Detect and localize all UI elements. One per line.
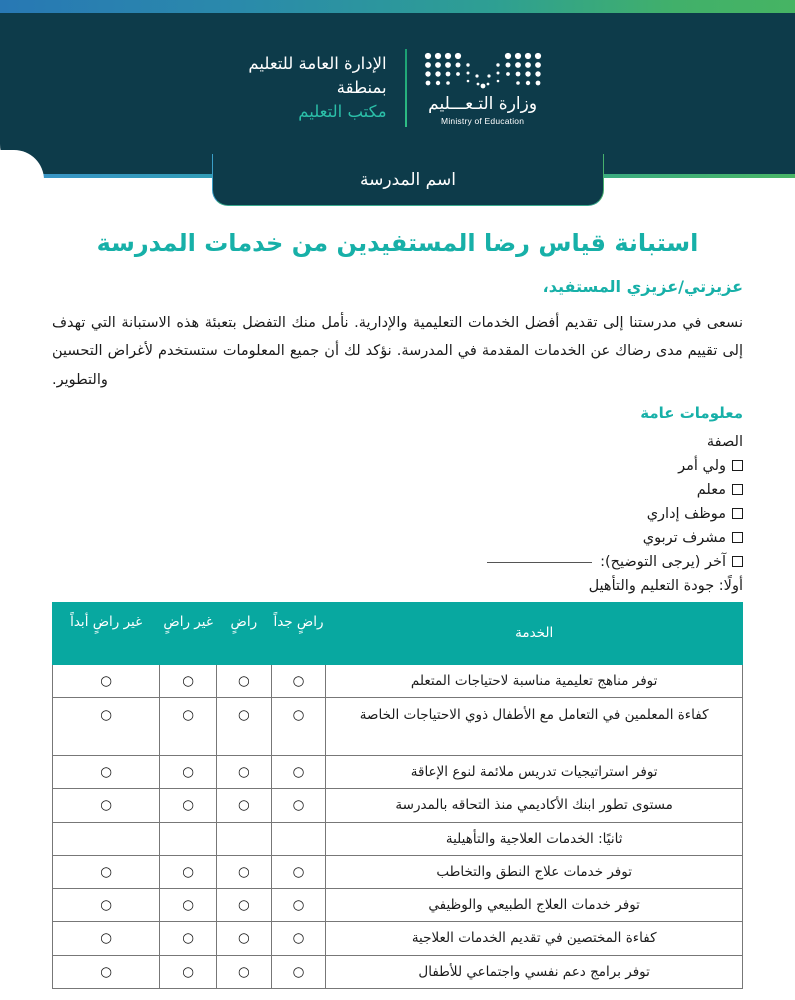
radio-cell-very-satisfied[interactable] [271,889,326,922]
radio-cell-satisfied[interactable] [217,698,272,756]
first-section-heading: أولًا: جودة التعليم والتأهيل [588,577,743,594]
document-body [0,215,795,989]
education-administration-lines [248,52,386,124]
logo-divider [405,49,407,127]
radio-cell-very-satisfied[interactable] [271,756,326,789]
radio-circle-icon[interactable]: ○ [237,707,250,724]
service-name-cell: توفر خدمات العلاج الطبيعي والوظيفي [326,889,743,922]
service-name-cell: توفر برامج دعم نفسي واجتماعي للأطفال [326,955,743,988]
service-name-cell: كفاءة المختصين في تقديم الخدمات العلاجية [326,922,743,955]
moe-dot-pattern-logo [422,51,544,89]
radio-circle-icon[interactable]: ○ [292,764,305,781]
checkbox-icon[interactable] [732,532,743,543]
section-empty-cell [217,822,272,855]
moe-logo [419,51,547,126]
section-empty-cell [271,822,326,855]
radio-circle-icon[interactable]: ○ [237,930,250,947]
admin-line-1: الإدارة العامة للتعليم [248,54,387,74]
radio-circle-icon[interactable]: ○ [182,930,195,947]
radio-cell-very-unsatisfied[interactable] [53,698,160,756]
checkbox-option-supervisor[interactable] [52,530,743,546]
checkbox-icon[interactable] [732,556,743,567]
radio-cell-satisfied[interactable] [217,922,272,955]
satisfaction-table [52,602,743,989]
radio-circle-icon[interactable]: ○ [237,863,250,880]
radio-cell-unsatisfied[interactable] [160,789,217,822]
radio-cell-satisfied[interactable] [217,756,272,789]
service-name-cell: توفر مناهج تعليمية مناسبة لاحتياجات المتعلم [326,664,743,697]
radio-circle-icon[interactable]: ○ [237,672,250,689]
checkbox-option-other[interactable] [52,554,743,570]
radio-circle-icon[interactable]: ○ [182,897,195,914]
radio-cell-unsatisfied[interactable] [160,889,217,922]
radio-cell-very-unsatisfied[interactable] [53,922,160,955]
radio-circle-icon[interactable]: ○ [182,963,195,980]
radio-circle-icon[interactable]: ○ [100,897,113,914]
table-header-row [53,602,743,664]
service-name-cell: توفر استراتيجيات تدريس ملائمة لنوع الإعاقة [326,756,743,789]
checkbox-label: مشرف تربوي [642,529,726,546]
admin-line-2: بمنطقة [336,78,387,98]
ministry-logo-block [405,49,547,127]
radio-circle-icon[interactable]: ○ [237,764,250,781]
radio-circle-icon[interactable]: ○ [100,797,113,814]
satisfaction-table-body [53,664,743,988]
radio-cell-satisfied[interactable] [217,664,272,697]
radio-circle-icon[interactable]: ○ [100,863,113,880]
radio-circle-icon[interactable]: ○ [292,963,305,980]
section-empty-cell [160,822,217,855]
service-name-cell: كفاءة المعلمين في التعامل مع الأطفال ذوي الاحتياجات الخاصة [326,698,743,756]
radio-circle-icon[interactable]: ○ [292,897,305,914]
radio-cell-very-satisfied[interactable] [271,955,326,988]
radio-circle-icon[interactable]: ○ [182,764,195,781]
radio-circle-icon[interactable]: ○ [100,930,113,947]
section-heading-cell: ثانيًا: الخدمات العلاجية والتأهيلية [326,822,743,855]
checkbox-label: ولي أمر [678,457,726,474]
service-name-cell: مستوى تطور ابنك الأكاديمي منذ التحاقه بالمدرسة [326,789,743,822]
table-row [53,756,743,789]
checkbox-option-parent[interactable] [52,458,743,474]
radio-circle-icon[interactable]: ○ [182,672,195,689]
radio-cell-very-satisfied[interactable] [271,922,326,955]
table-row [53,789,743,822]
section-empty-cell [53,822,160,855]
column-header-very-satisfied: راضٍ جداً [271,602,326,664]
checkbox-option-teacher[interactable] [52,482,743,498]
radio-circle-icon[interactable]: ○ [237,897,250,914]
radio-cell-very-unsatisfied[interactable] [53,756,160,789]
salutation: عزيزتي/عزيزي المستفيد، [542,277,743,296]
radio-cell-very-unsatisfied[interactable] [53,789,160,822]
page-title: استبانة قياس رضا المستفيدين من خدمات المدرسة [96,229,699,257]
radio-cell-satisfied[interactable] [217,955,272,988]
radio-cell-very-unsatisfied[interactable] [53,889,160,922]
radio-cell-satisfied[interactable] [217,889,272,922]
table-row [53,955,743,988]
radio-circle-icon[interactable]: ○ [237,963,250,980]
radio-cell-unsatisfied[interactable] [160,756,217,789]
radio-cell-unsatisfied[interactable] [160,698,217,756]
radio-circle-icon[interactable]: ○ [292,930,305,947]
header-content [0,13,795,163]
other-role-input-line[interactable] [487,562,592,563]
checkbox-label-other: آخر (يرجى التوضيح): [600,553,726,570]
table-row [53,664,743,697]
column-header-satisfied: راضٍ [217,602,272,664]
radio-cell-unsatisfied[interactable] [160,664,217,697]
radio-circle-icon[interactable]: ○ [100,707,113,724]
radio-cell-satisfied[interactable] [217,789,272,822]
radio-cell-very-unsatisfied[interactable] [53,955,160,988]
column-header-service: الخدمة [326,602,743,664]
service-name-cell: توفر خدمات علاج النطق والتخاطب [326,855,743,888]
checkbox-icon[interactable] [732,508,743,519]
school-name-label: اسم المدرسة [360,169,456,190]
intro-paragraph: نسعى في مدرستنا إلى تقديم أفضل الخدمات التعليمية والإدارية. نأمل منك التفضل بتعبئة هذه الاستبانة التي تهدف إلى تقييم مدى رضاك عن الخدمات المقدمة في المدرسة. نؤكد لك أن جميع المعلومات ستستخدم لأغراض التحسين والتطوير. [52,315,743,388]
radio-cell-very-satisfied[interactable] [271,855,326,888]
radio-circle-icon[interactable]: ○ [100,963,113,980]
checkbox-icon[interactable] [732,484,743,495]
table-row [53,855,743,888]
radio-cell-very-satisfied[interactable] [271,664,326,697]
radio-cell-very-unsatisfied[interactable] [53,664,160,697]
radio-circle-icon[interactable]: ○ [292,863,305,880]
radio-circle-icon[interactable]: ○ [292,672,305,689]
radio-cell-unsatisfied[interactable] [160,955,217,988]
radio-cell-very-satisfied[interactable] [271,698,326,756]
ministry-name-arabic: وزارة التـعـــليم [428,93,538,114]
school-name-pill [212,154,604,206]
radio-circle-icon[interactable]: ○ [100,764,113,781]
admin-line-3: مكتب التعليم [298,101,387,121]
checkbox-icon[interactable] [732,460,743,471]
radio-cell-unsatisfied[interactable] [160,922,217,955]
checkbox-label: معلم [696,481,726,498]
top-gradient-strip [0,0,795,13]
radio-circle-icon[interactable]: ○ [100,672,113,689]
radio-circle-icon[interactable]: ○ [182,707,195,724]
radio-circle-icon[interactable]: ○ [182,863,195,880]
radio-circle-icon[interactable]: ○ [237,797,250,814]
general-info-heading: معلومات عامة [640,403,743,422]
radio-cell-unsatisfied[interactable] [160,855,217,888]
column-header-very-unsatisfied: غير راضٍ أبداً [53,602,160,664]
table-section-row [53,822,743,855]
radio-circle-icon[interactable]: ○ [292,797,305,814]
radio-circle-icon[interactable]: ○ [292,707,305,724]
radio-cell-very-unsatisfied[interactable] [53,855,160,888]
radio-cell-very-satisfied[interactable] [271,789,326,822]
radio-circle-icon[interactable]: ○ [182,797,195,814]
table-row [53,922,743,955]
role-field-label: الصفة [706,433,743,450]
checkbox-option-admin-staff[interactable] [52,506,743,522]
table-row [53,889,743,922]
table-row [53,698,743,756]
radio-cell-satisfied[interactable] [217,855,272,888]
column-header-unsatisfied: غير راضٍ [160,602,217,664]
checkbox-label: موظف إداري [646,505,726,522]
ministry-name-english: Ministry of Education [441,115,525,126]
